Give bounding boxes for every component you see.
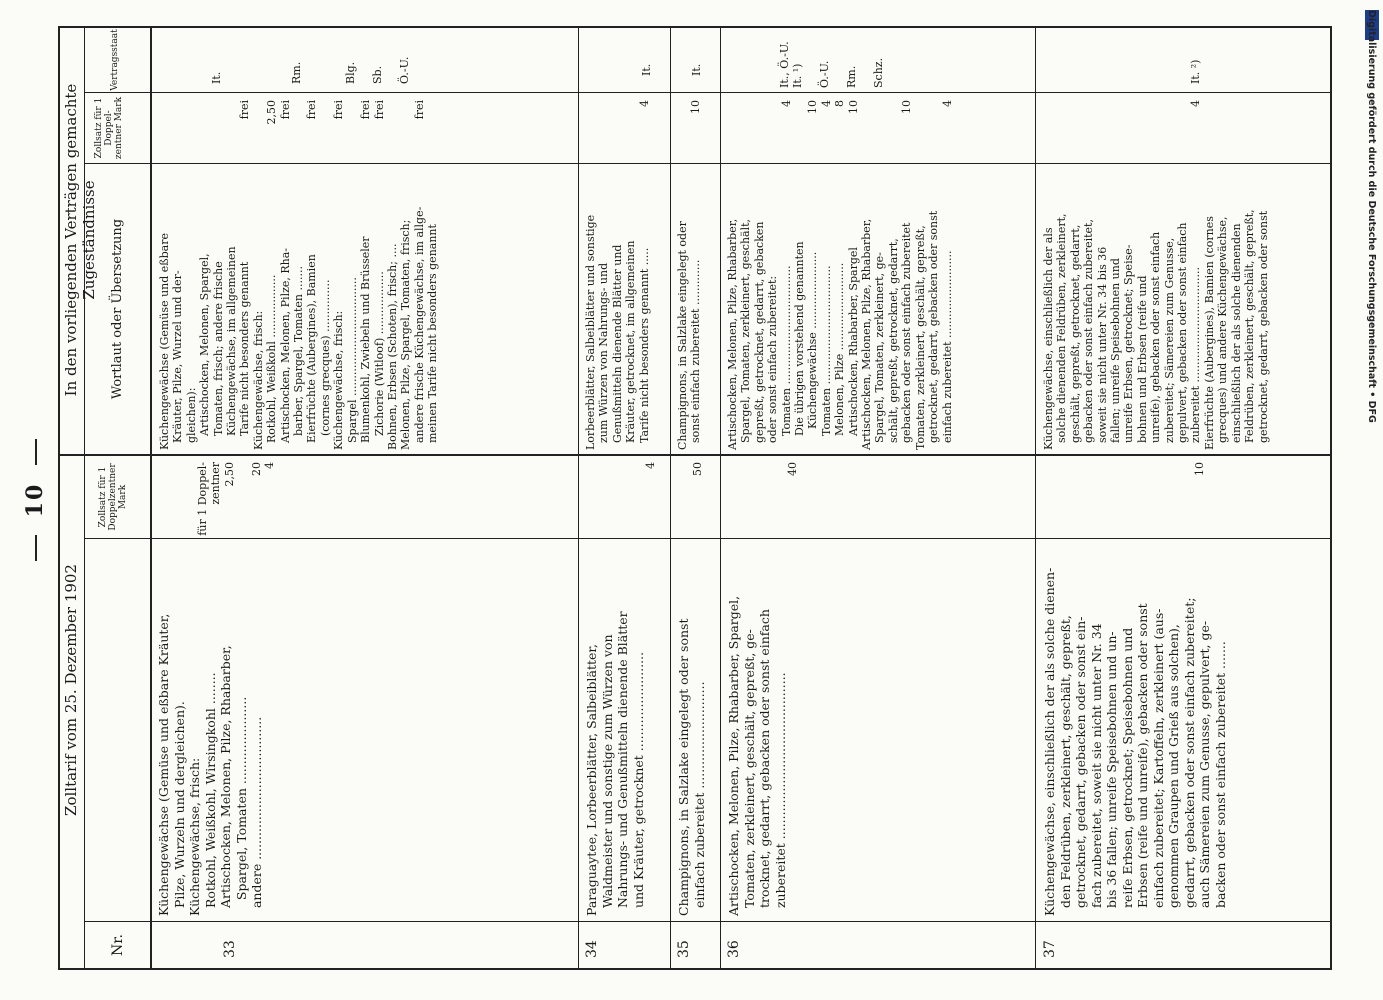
col-sep-wortlaut: [84, 92, 1330, 93]
footer-strip: [1363, 10, 1377, 990]
entry-staat-37: It. ²): [1189, 59, 1203, 84]
entry-staat-34: It.: [640, 63, 653, 76]
frame-bottom: [1330, 26, 1332, 970]
entry-zoll-35: 50: [691, 462, 705, 476]
row-sep-34: [670, 26, 671, 970]
entry-staat-35: It.: [690, 63, 703, 76]
entry-nr-36: 36: [726, 940, 742, 958]
entry-zoll-33: für 1 Doppel- zentner 2,50 20 4: [196, 462, 277, 536]
entry-zoll-37: 10: [1193, 462, 1207, 476]
col-sep-nr: [84, 921, 1330, 922]
entry-nr-34: 34: [584, 940, 600, 958]
header-divider: [150, 26, 152, 970]
entry-tarif-33: Küchengewächse (Gemüse und eßbare Kräuter, Pilze, Wurzeln und dergleichen). Küchengewächse, frisch: Rotkohl, Weißkohl, Wirsingkohl ........ Artischocken, Melonen, Pilze, Rhabarber, Spargel, Tomaten ...................... andere ....................................: [156, 613, 264, 916]
row-sep-36: [1035, 26, 1036, 970]
entry-staat-36: It., Ö.-U. It. ¹) Ö.-U. Rm. Schz.: [778, 41, 885, 88]
header-zollsatz: Zollsatz für 1 Doppelzentner Mark: [98, 463, 128, 531]
entry-nr-37: 37: [1042, 940, 1058, 958]
entry-zoll-36: 40: [786, 462, 800, 476]
entry-wortlaut-34: Lorbeerblätter, Salbeiblätter und sonstige zum Würzen von Nahrungs- und Genußmitteln dienende Blätter und Kräuter, getrocknet, im allgemeinen Tarife nicht besonders genannt .....: [584, 214, 651, 450]
left-title: Zolltarif vom 25. Dezember 1902: [62, 564, 80, 816]
entry-zoll2-34: 4: [637, 100, 651, 107]
entry-wortlaut-37: Küchengewächse, einschließlich der als solche dienenden Feldrüben, zerkleinert, geschält, gepreßt, getrocknet, gedarrt, gebacken oder sonst einfach zubereitet, soweit sie nicht unter Nr. 34 bis 36 fallen; unreife Speisebohnen und unreife Erbsen, getrocknet; Speise- bohnen und Erbsen (reife und unreife), gebacken oder sonst einfach zubereitet; Sämereien zum Genusse, gepulvert, gebacken oder sonst einfach zubereitet ................................. Eierfrüchte (Aubergines), Bamien (cornes grecques) und andere Küchengewächse, einschließlich der als solche dienenden Feldrüben, zerkleinert, geschält, gepreßt, getrocknet, gedarrt, gebacken oder sonst: [1042, 209, 1270, 450]
entry-tarif-34: Paraguaytee, Lorbeerblätter, Salbeiblätter, Waldmeister und sonstige zum Würzen von Nahrungs- und Genußmitteln dienende Blätter und Kräuter, getrocknet .........................: [584, 611, 646, 916]
header-zollsatz2: Zollsatz für 1 Doppel- zentner Mark: [94, 96, 124, 160]
entry-zoll2-35: 10: [689, 100, 703, 114]
entry-nr-33: 33: [222, 940, 238, 958]
col-sep-wortlaut-zoll2: [84, 163, 1330, 164]
entry-zoll-34: 4: [644, 462, 658, 469]
frame-left: [58, 968, 1332, 970]
entry-zoll2-33: frei 2,50 frei frei frei frei frei frei: [238, 100, 426, 125]
col-sep-tarif: [84, 538, 1330, 539]
entry-wortlaut-33: Küchengewächse (Gemüse und eßbare Kräuter, Pilze, Wurzel und der- gleichen): Artischocken, Melonen, Spargel, Tomaten, frisch; andere frische Küchengewächse, im allgemeinen Tarife nicht besonders genannt Küchengewächse, frisch: Rotkohl, Weißkohl .................. Artischocken, Melonen, Pilze, Rha- barber, Spargel, Tomaten ....... Eierfrüchte (Aubergines), Bamien (cornes grecques) ............... Küchengewächse, frisch: Spargel .................................. Blumenkohl, Zwiebeln und Brüsseler Zichorie (Witloof) .................. Bohnen, Erbsen (Schoten), frisch; .... Melonen, Pilze, Spargel, Tomaten, frisch; andere frische Küchengewächse, im allge- meinen Tarife nicht besonders genannt: [158, 206, 440, 450]
entry-tarif-35: Champignons, in Salzlake eingelegt oder sonst einfach zubereitet ...........................: [676, 618, 707, 916]
entry-staat-33: It. Rm. Blg. Sb. Ö.-U.: [210, 56, 411, 84]
frame-right: [58, 26, 1332, 28]
row-sep-35: [720, 26, 721, 970]
entry-zoll2-36: 4 10 4 8 10 10 4: [779, 100, 954, 114]
col-sep-zoll: [58, 454, 1330, 456]
row-sep-33: [578, 26, 579, 970]
entry-zoll2-37: 4: [1189, 100, 1203, 107]
header-wortlaut: Wortlaut oder Übersetzung: [110, 218, 125, 400]
right-title: In den vorliegenden Verträgen gemachte Zugeständnisse: [62, 83, 98, 397]
frame-top: [58, 26, 60, 970]
header-vertragsstaat: Vertragsstaat: [110, 29, 120, 91]
entry-wortlaut-35: Champignons, in Salzlake eingelegt oder sonst einfach zubereitet .............: [676, 221, 703, 450]
page-number: [22, 0, 48, 1000]
entry-tarif-37: Küchengewächse, einschließlich der als solche dienen- den Feldrüben, zerkleinert, geschält, gepreßt, getrocknet, gedarrt, gebacken oder sonst ein- fach zubereitet, soweit sie nicht unter Nr. 34 bis 36 fallen; unreife Speisebohnen und un- reife Erbsen, getrocknet; Speisebohnen und Erbsen (reife und unreife), gebacken oder sonst einfach zubereitet; Kartoffeln, zerkleinert (aus- genommen Graupen und Grieß aus solchen), gedarrt, gebacken oder sonst einfach zubereitet; auch Sämereien zum Genusse, gepulvert, ge- backen oder sonst einfach zubereitet .......: [1042, 567, 1228, 916]
entry-nr-35: 35: [676, 940, 692, 958]
entry-tarif-36: Artischocken, Melonen, Pilze, Rhabarber, Spargel, Tomaten, zerkleinert, geschält, gepreßt, ge- trocknet, gedarrt, gebacken oder sonst einfach zubereitet ..........................................: [726, 595, 788, 916]
entry-wortlaut-36: Artischocken, Melonen, Pilze, Rhabarber, Spargel, Tomaten, zerkleinert, geschält, gepreßt, getrocknet, gedarrt, gebacken oder sonst einfach zubereitet: Tomaten .................................. Die übrigen vorstehend genannten Küchengewächse ...................... Tomaten .................................. Melonen, Pilze ......................... Artischocken, Rhabarber, Spargel Artischocken, Melonen, Pilze, Rhabarber, Spargel, Tomaten, zerkleinert, ge- schält, gepreßt, getrocknet, gedarrt, gebacken oder sonst einfach zubereitet Tomaten, zerkleinert, geschält, gepreßt, getrocknet, gedarrt, gebacken oder sonst einfach zubereitet .........................: [726, 210, 954, 450]
footer-text: Digitalisierung gefördert durch die Deutsche Forschungsgemeinschaft • DFG: [1366, 10, 1377, 423]
header-nr: Nr.: [110, 934, 126, 956]
page-number-text: 10: [22, 482, 48, 518]
